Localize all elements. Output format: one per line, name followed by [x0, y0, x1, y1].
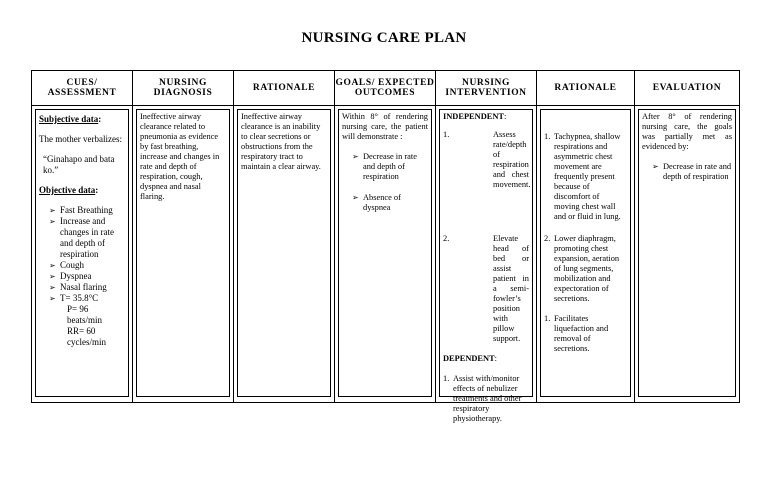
intervention-item: 1. Assist with/monitor effects of nebulizer treatments and other respiratory physiotherapy. [443, 374, 522, 423]
intervention-item: 2. Elevate head of bed or assist patient in a semi-fowler’s position with pillow support. [443, 234, 529, 343]
objective-item: ➢ Dyspnea [39, 271, 125, 282]
header-goals: GOALS/ EXPECTED OUTCOMES [335, 71, 436, 106]
verbalizes-text: The mother verbalizes: [39, 134, 122, 144]
header-rationale: RATIONALE [234, 71, 335, 106]
pulse-value: P= 96 beats/min [67, 304, 102, 325]
header-evaluation: EVALUATION [635, 71, 740, 106]
goal-item: ➢ Absence of dyspnea [342, 193, 428, 213]
evaluation-item: ➢ Decrease in rate and depth of respiration [642, 162, 732, 182]
rationale-item: 1. Tachypnea, shallow respirations and asymmetric chest movement are frequently present because of discomfort of moving chest wall and or fluid in lung. [544, 132, 621, 221]
objective-list [39, 205, 125, 304]
assessment-cell: Subjective data: The mother verbalizes: “Ginahapo and bata ko.” Objective data: ➢ Fast Breathing ➢ Increase and changes in rate and depth of respiration ➢ Cough ➢ Dyspnea ➢ Nasal flaring ➢ T= 35.8°C P= 96 beats/min RR= 60 cycles/min [32, 106, 133, 403]
evaluation-list [642, 162, 732, 182]
rationale-item: 1. Facilitates liquefaction and removal of secretions. [544, 314, 609, 353]
rationale-2-cell [537, 106, 635, 403]
resp-rate-value: RR= 60 cycles/min [67, 326, 106, 347]
header-intervention: NURSING INTERVENTION [436, 71, 537, 106]
page-title: NURSING CARE PLAN [301, 30, 467, 46]
objective-item: ➢ Increase and changes in rate and depth of respiration [39, 216, 125, 260]
patient-quote: “Ginahapo and bata ko.” [43, 154, 115, 175]
intervention-cell: INDEPENDENT: 1. Assess rate/depth of respiration and chest movement. 2. Elevate head of bed or assist patient in a semi-fowler’s position with pillow support. DEPENDENT: 1. Assist with/monitor effects of nebulizer treatments and other respiratory physiotherapy. [436, 106, 537, 403]
diagnosis-cell [133, 106, 234, 403]
header-rationale-2: RATIONALE [537, 71, 635, 106]
body-row [32, 106, 740, 403]
goals-list [342, 152, 428, 213]
objective-label: Objective data [39, 185, 96, 195]
care-plan-table [31, 70, 740, 423]
objective-item: ➢ Fast Breathing [39, 205, 125, 216]
rationale-text: Ineffective airway clearance is an inability to clear secretions or obstructions from the respiratory tract to maintain a clear airway. [241, 112, 321, 171]
objective-item: ➢ Nasal flaring [39, 282, 125, 293]
objective-item: ➢ T= 35.8°C [39, 293, 125, 304]
rationale-item: 2. Lower diaphragm, promoting chest expansion, aeration of lung segments, mobilization and expectoration of secretions. [544, 234, 620, 303]
objective-item: ➢ Cough [39, 260, 125, 271]
goals-intro: Within 8° of rendering nursing care, the patient will demonstrate : [342, 112, 428, 141]
goals-cell [335, 106, 436, 403]
header-cues: CUES/ ASSESSMENT [32, 71, 133, 106]
rationale-cell [234, 106, 335, 403]
intervention-item: 1. Assess rate/depth of respiration and chest movement. [443, 130, 531, 189]
header-diagnosis: NURSING DIAGNOSIS [133, 71, 234, 106]
dependent-label: DEPENDENT [443, 354, 495, 363]
header-row [32, 71, 740, 106]
goal-item: ➢ Decrease in rate and depth of respiration [342, 152, 428, 182]
subjective-label: Subjective data [39, 114, 99, 124]
evaluation-intro: After 8° of rendering nursing care, the goals was partially met as evidenced by: [642, 112, 732, 151]
independent-label: INDEPENDENT [443, 112, 504, 121]
diagnosis-text: Ineffective airway clearance related to pneumonia as evidence by fast breathing, increase and changes in rate and depth of respiration, cough, dyspnea and nasal flaring. [140, 112, 220, 201]
evaluation-cell [635, 106, 740, 403]
